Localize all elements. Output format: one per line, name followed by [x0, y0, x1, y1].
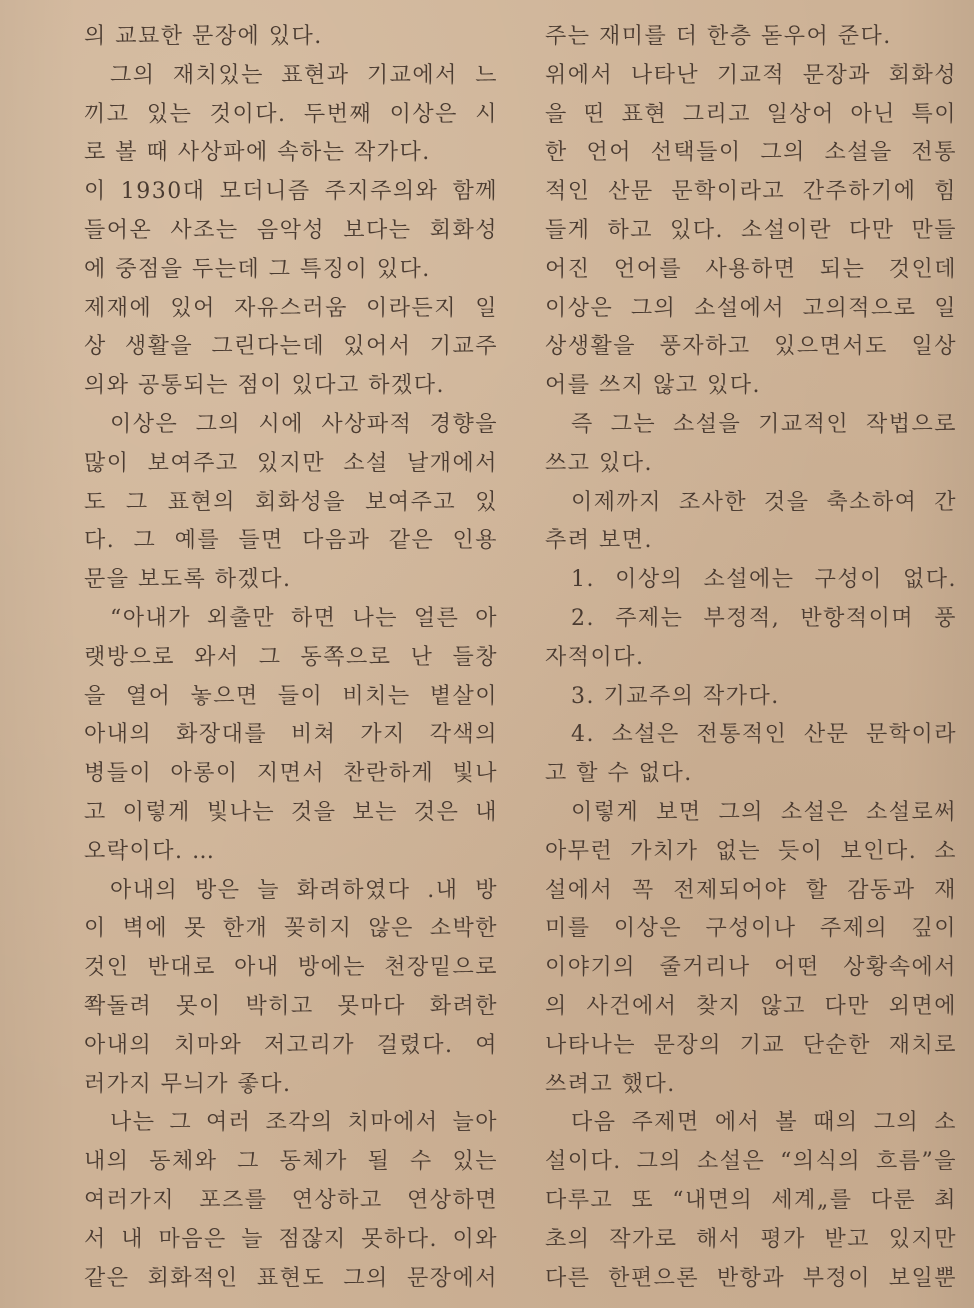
right-column-text-line: 다음 주제면 에서 볼 때의 그의 소 — [571, 1110, 957, 1136]
right-column-text-line: 이렇게 보면 그의 소설은 소설로써 — [571, 799, 957, 825]
left-column-text-line: 아내의 치마와 저고리가 걸렸다. 여 — [84, 1032, 498, 1058]
right-column-text-line: 4. 소설은 전통적인 산문 문학이라 — [571, 722, 957, 748]
left-column-text-line: 내의 동체와 그 동체가 될 수 있는 — [84, 1149, 498, 1175]
right-column-text-line: 설에서 꼭 전제되어야 할 감동과 재 — [545, 877, 957, 903]
right-column-text-line: 위에서 나타난 기교적 문장과 회화성 — [545, 62, 957, 88]
left-column-text-line: 고 이렇게 빛나는 것을 보는 것은 내 — [84, 799, 498, 825]
right-column-text-line: 아무런 가치가 없는 듯이 보인다. 소 — [545, 838, 957, 864]
left-column-text-line: 이 1930대 모더니즘 주지주의와 함께 — [84, 179, 498, 205]
right-column-text-line: 추려 보면. — [545, 528, 653, 554]
left-column-text-line: 러가지 무늬가 좋다. — [84, 1071, 292, 1097]
left-column-text-line: 여러가지 포즈를 연상하고 연상하면 — [84, 1187, 498, 1213]
left-column-text-line: 병들이 아롱이 지면서 찬란하게 빛나 — [84, 761, 498, 787]
right-column-text-line: 들게 하고 있다. 소설이란 다만 만들 — [545, 217, 957, 243]
right-column-text-line: 3. 기교주의 작가다. — [571, 683, 780, 709]
right-column-text-line: 이야기의 줄거리나 어떤 상황속에서 — [545, 955, 957, 981]
left-column-text-line: 것인 반대로 아내 방에는 천장밑으로 — [84, 955, 498, 981]
right-column-text-line: 쓰려고 했다. — [545, 1071, 676, 1097]
right-column-text-line: 적인 산문 문학이라고 간주하기에 힘 — [545, 179, 957, 205]
right-column-text-line: 2. 주제는 부정적, 반항적이며 풍 — [571, 605, 957, 631]
right-text-column — [545, 18, 957, 1298]
right-column-text-line: 이제까지 조사한 것을 축소하여 간 — [571, 489, 957, 515]
right-column-text-line: 쓰고 있다. — [545, 450, 653, 476]
right-column-text-line: 어진 언어를 사용하면 되는 것인데 — [545, 256, 957, 282]
left-column-text-line: 을 열어 놓으면 들이 비치는 볕살이 — [84, 683, 498, 709]
left-column-text-line: 오락이다. … — [84, 838, 216, 864]
left-column-text-line: 아내의 화장대를 비쳐 가지 각색의 — [84, 722, 498, 748]
right-column-text-line: 의 사건에서 찾지 않고 다만 외면에 — [545, 993, 957, 1019]
left-column-text-line: 서 내 마음은 늘 점잖지 못하다. 이와 — [84, 1226, 498, 1252]
right-column-text-line: 다루고 또 “내면의 세계„를 다룬 최 — [545, 1187, 957, 1213]
right-column-text-line: 나타나는 문장의 기교 단순한 재치로 — [545, 1032, 957, 1058]
right-column-text-line: 한 언어 선택들이 그의 소설을 전통 — [545, 140, 957, 166]
left-column-text-line: “아내가 외출만 하면 나는 얼른 아 — [110, 605, 498, 631]
right-column-text-line: 어를 쓰지 않고 있다. — [545, 373, 761, 399]
left-column-text-line: 제재에 있어 자유스러움 이라든지 일 — [84, 295, 498, 321]
left-column-text-line: 그의 재치있는 표현과 기교에서 느 — [110, 62, 498, 88]
left-column-text-line: 나는 그 여러 조각의 치마에서 늘아 — [110, 1110, 498, 1136]
right-column-text-line: 을 띤 표현 그리고 일상어 아닌 특이 — [545, 101, 957, 127]
right-column-text-line: 주는 재미를 더 한층 돋우어 준다. — [545, 24, 892, 49]
right-column-text-line: 자적이다. — [545, 644, 645, 670]
right-column-text-line: 다른 한편으론 반항과 부정이 보일뿐 — [545, 1265, 957, 1291]
right-column-text-line: 이상은 그의 소설에서 고의적으로 일 — [545, 295, 957, 321]
right-column-text-line: 초의 작가로 해서 평가 받고 있지만 — [545, 1226, 957, 1252]
left-column-text-line: 상 생활을 그린다는데 있어서 기교주 — [84, 334, 498, 360]
left-text-column — [84, 18, 498, 1298]
left-column-text-line: 이 벽에 못 한개 꽂히지 않은 소박한 — [84, 916, 498, 942]
right-column-text-line: 미를 이상은 구성이나 주제의 깊이 — [545, 916, 957, 942]
right-column-text-line: 고 할 수 없다. — [545, 761, 693, 787]
left-column-text-line: 같은 회화적인 표현도 그의 문장에서 — [84, 1265, 498, 1291]
left-column-text-line: 많이 보여주고 있지만 소설 날개에서 — [84, 450, 498, 476]
left-column-text-line: 쫙돌려 못이 박히고 못마다 화려한 — [84, 993, 498, 1019]
left-column-text-line: 끼고 있는 것이다. 두번째 이상은 시 — [84, 101, 498, 127]
left-column-text-line: 들어온 사조는 음악성 보다는 회화성 — [84, 217, 498, 243]
left-column-text-line: 문을 보도록 하겠다. — [84, 567, 292, 593]
left-column-text-line: 에 중점을 두는데 그 특징이 있다. — [84, 256, 431, 282]
right-column-text-line: 상생활을 풍자하고 있으면서도 일상 — [545, 334, 957, 360]
left-column-text-line: 로 볼 때 사상파에 속하는 작가다. — [84, 140, 431, 166]
left-column-text-line: 아내의 방은 늘 화려하였다 .내 방 — [110, 877, 498, 903]
right-column-text-line: 설이다. 그의 소설은 “의식의 흐름”을 — [545, 1149, 957, 1175]
left-column-text-line: 도 그 표현의 회화성을 보여주고 있 — [84, 489, 498, 515]
right-column-text-line: 1. 이상의 소설에는 구성이 없다. — [571, 567, 957, 593]
left-column-text-line: 의 교묘한 문장에 있다. — [84, 24, 323, 49]
right-column-text-line: 즉 그는 소설을 기교적인 작법으로 — [571, 411, 957, 437]
left-column-text-line: 이상은 그의 시에 사상파적 경향을 — [110, 411, 498, 437]
left-column-text-line: 의와 공통되는 점이 있다고 하겠다. — [84, 373, 445, 399]
left-column-text-line: 랫방으로 와서 그 동쪽으로 난 들창 — [84, 644, 498, 670]
left-column-text-line: 다. 그 예를 들면 다음과 같은 인용 — [84, 528, 498, 554]
